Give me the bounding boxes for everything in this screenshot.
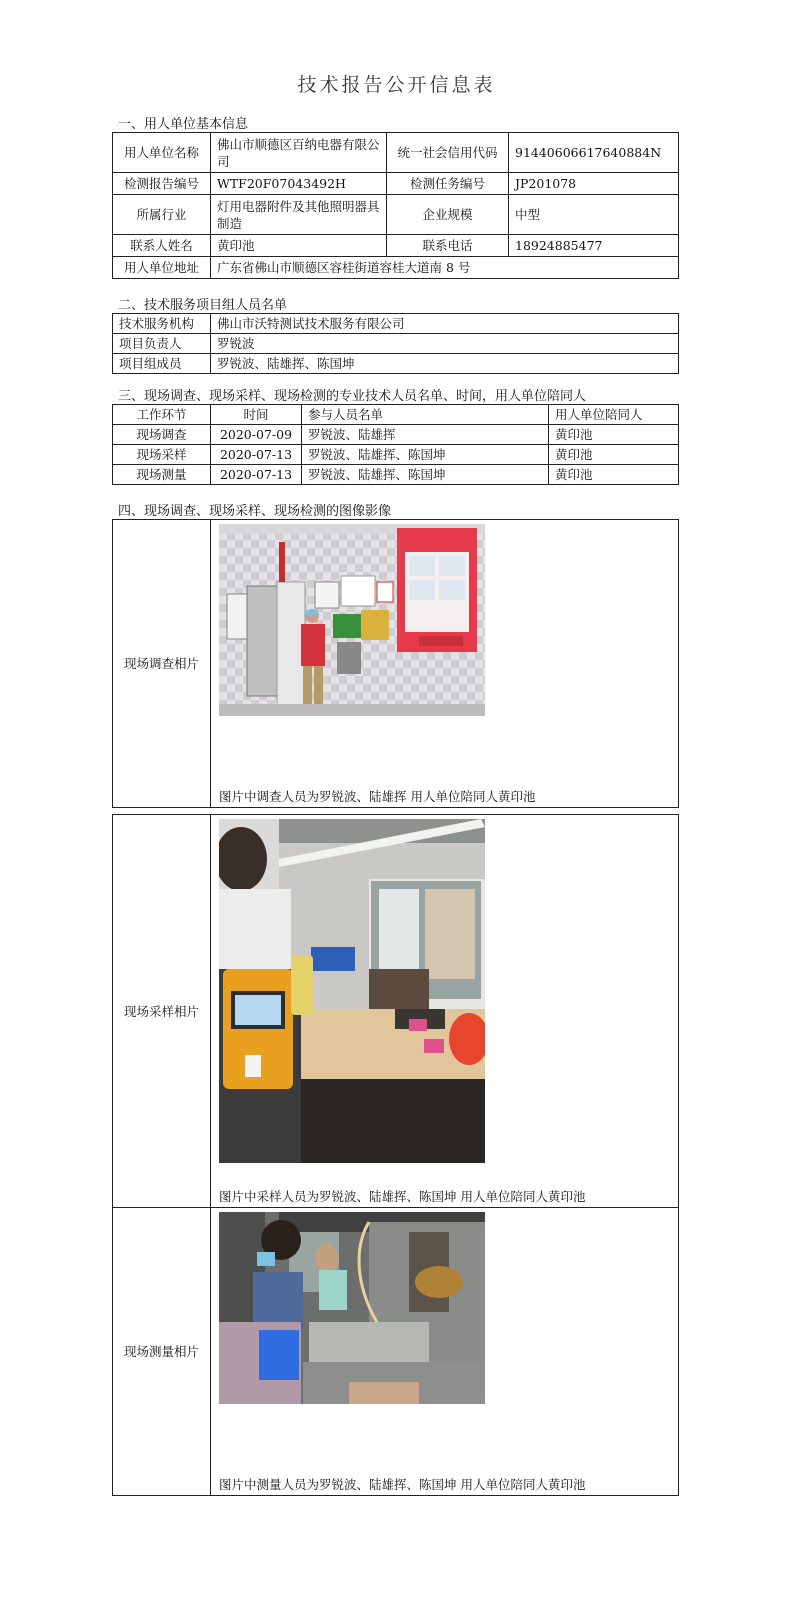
leader-label: 项目负责人 bbox=[113, 334, 211, 354]
table-row bbox=[113, 425, 679, 445]
schedule-cell-escort: 黄印池 bbox=[549, 425, 679, 445]
unit-name-label: 用人单位名称 bbox=[113, 133, 211, 173]
contact-value: 黄印池 bbox=[211, 235, 387, 257]
photo-cell-survey bbox=[211, 520, 679, 808]
table-row bbox=[113, 445, 679, 465]
photo-table-survey bbox=[112, 519, 679, 808]
org-label: 技术服务机构 bbox=[113, 314, 211, 334]
section-heading-team: 二、技术服务项目组人员名单 bbox=[118, 298, 288, 313]
address-label: 用人单位地址 bbox=[113, 257, 211, 279]
survey-photo bbox=[219, 524, 485, 716]
sampling-photo bbox=[219, 819, 485, 1163]
photo-cell-measuring bbox=[211, 1208, 679, 1496]
contact-label: 联系人姓名 bbox=[113, 235, 211, 257]
schedule-cell-participants: 罗锐波、陆雄挥、陈国坤 bbox=[302, 465, 549, 485]
measuring-photo-image bbox=[219, 1212, 485, 1404]
schedule-header-time: 时间 bbox=[211, 405, 302, 425]
schedule-cell-participants: 罗锐波、陆雄挥、陈国坤 bbox=[302, 445, 549, 465]
members-label: 项目组成员 bbox=[113, 354, 211, 374]
scale-value: 中型 bbox=[509, 195, 679, 235]
photo-label-sampling: 现场采样相片 bbox=[113, 815, 211, 1208]
schedule-header-stage: 工作环节 bbox=[113, 405, 211, 425]
org-value: 佛山市沃特测试技术服务有限公司 bbox=[211, 314, 679, 334]
photo-label-survey: 现场调查相片 bbox=[113, 520, 211, 808]
schedule-cell-stage: 现场采样 bbox=[113, 445, 211, 465]
page-title: 技术报告公开信息表 bbox=[297, 74, 496, 96]
phone-value: 18924885477 bbox=[509, 235, 679, 257]
phone-label: 联系电话 bbox=[387, 235, 509, 257]
schedule-table bbox=[112, 404, 679, 485]
task-no-label: 检测任务编号 bbox=[387, 173, 509, 195]
schedule-header-participants: 参与人员名单 bbox=[302, 405, 549, 425]
schedule-cell-time: 2020-07-09 bbox=[211, 425, 302, 445]
leader-value: 罗锐波 bbox=[211, 334, 679, 354]
schedule-cell-stage: 现场调查 bbox=[113, 425, 211, 445]
task-no-value: JP201078 bbox=[509, 173, 679, 195]
sampling-photo-image bbox=[219, 819, 485, 1163]
photo-cell-sampling bbox=[211, 815, 679, 1208]
report-no-label: 检测报告编号 bbox=[113, 173, 211, 195]
photo-caption-sampling: 图片中采样人员为罗锐波、陆雄挥、陈国坤 用人单位陪同人黄印池 bbox=[219, 1189, 586, 1204]
section-heading-schedule: 三、现场调查、现场采样、现场检测的专业技术人员名单、时间，用人单位陪同人 bbox=[118, 389, 587, 404]
photo-label-measuring: 现场测量相片 bbox=[113, 1208, 211, 1496]
table-row bbox=[113, 465, 679, 485]
team-table bbox=[112, 313, 679, 374]
scale-label: 企业规模 bbox=[387, 195, 509, 235]
survey-photo-image bbox=[219, 524, 485, 716]
measuring-photo bbox=[219, 1212, 485, 1404]
credit-code-label: 统一社会信用代码 bbox=[387, 133, 509, 173]
credit-code-value: 91440606617640884N bbox=[509, 133, 679, 173]
schedule-cell-escort: 黄印池 bbox=[549, 465, 679, 485]
schedule-cell-time: 2020-07-13 bbox=[211, 465, 302, 485]
industry-value: 灯用电器附件及其他照明器具制造 bbox=[211, 195, 387, 235]
schedule-cell-stage: 现场测量 bbox=[113, 465, 211, 485]
section-heading-basic-info: 一、用人单位基本信息 bbox=[118, 117, 249, 132]
photo-caption-measuring: 图片中测量人员为罗锐波、陆雄挥、陈国坤 用人单位陪同人黄印池 bbox=[219, 1477, 586, 1492]
schedule-cell-time: 2020-07-13 bbox=[211, 445, 302, 465]
photo-caption-survey: 图片中调查人员为罗锐波、陆雄挥 用人单位陪同人黄印池 bbox=[219, 789, 536, 804]
basic-info-table bbox=[112, 132, 679, 279]
address-value: 广东省佛山市顺德区容桂街道容桂大道南 8 号 bbox=[211, 257, 679, 279]
schedule-cell-escort: 黄印池 bbox=[549, 445, 679, 465]
schedule-cell-participants: 罗锐波、陆雄挥 bbox=[302, 425, 549, 445]
industry-label: 所属行业 bbox=[113, 195, 211, 235]
schedule-header-escort: 用人单位陪同人 bbox=[549, 405, 679, 425]
unit-name-value: 佛山市顺德区百纳电器有限公司 bbox=[211, 133, 387, 173]
members-value: 罗锐波、陆雄挥、陈国坤 bbox=[211, 354, 679, 374]
section-heading-photos: 四、现场调查、现场采样、现场检测的图像影像 bbox=[118, 504, 392, 519]
report-no-value: WTF20F07043492H bbox=[211, 173, 387, 195]
photo-table-sampling-measuring bbox=[112, 814, 679, 1496]
